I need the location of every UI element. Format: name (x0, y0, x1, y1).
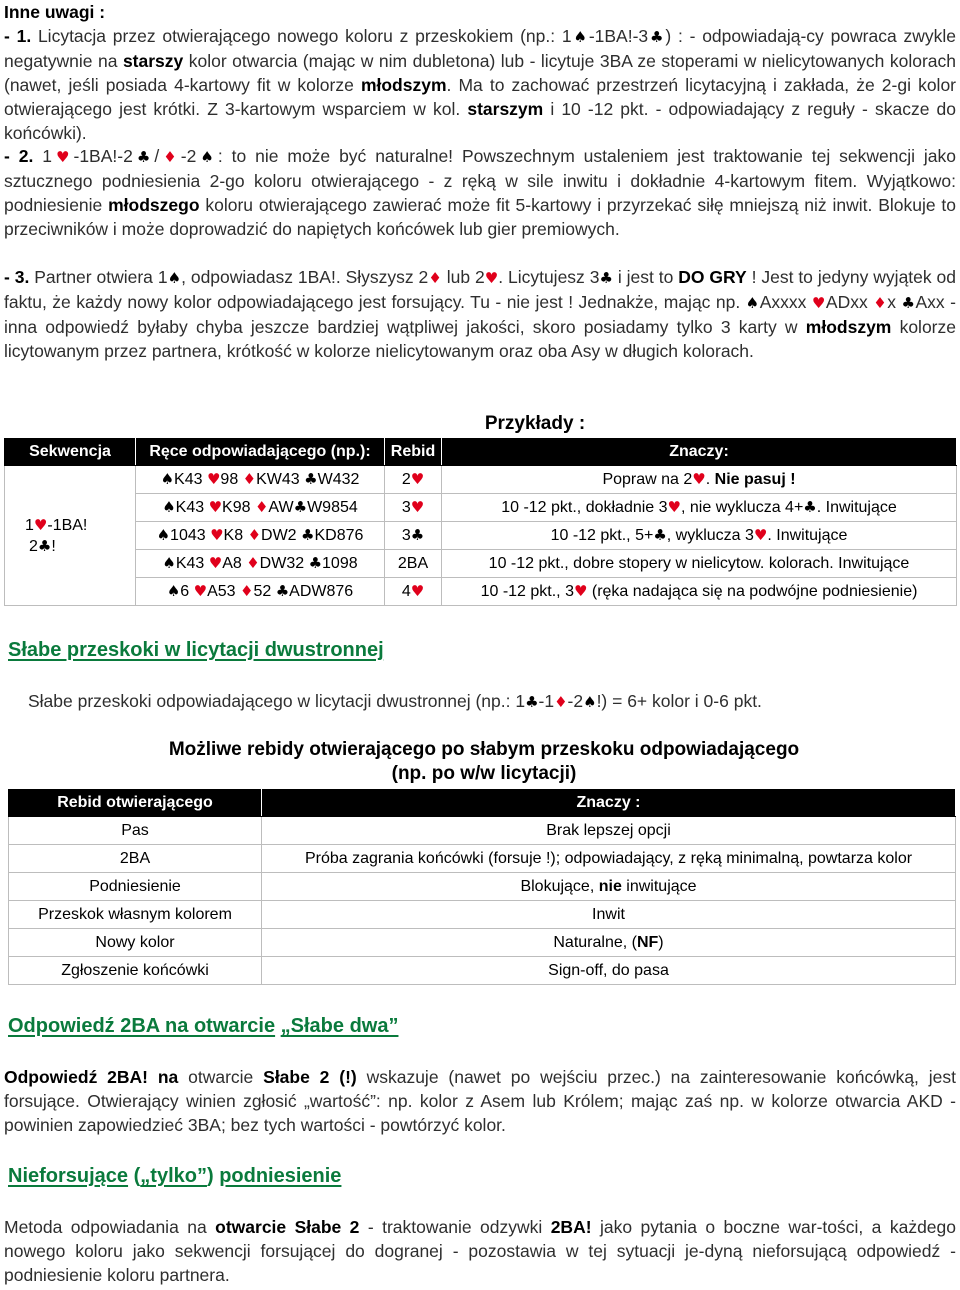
heart-icon: ♥ (208, 554, 223, 572)
hand-cell: ♠K43 ♥K98 ♦AW♣W9854 (136, 494, 385, 522)
table-row (9, 929, 956, 957)
heart-icon: ♥ (692, 470, 706, 488)
heart-icon: ♥ (51, 148, 74, 166)
section-non-forcing-title: Nieforsujące („tylko”) podniesienie (8, 1165, 342, 1187)
club-icon: ♣ (301, 526, 315, 544)
note-2-text-b: -1BA!-2 (73, 146, 133, 166)
table-row (5, 550, 957, 578)
club-icon: ♣ (37, 536, 52, 555)
heart-icon: ♥ (484, 269, 499, 287)
diamond-icon: ♦ (247, 526, 262, 544)
spade-icon: ♠ (160, 470, 175, 488)
sequence-line-1: 1♥-1BA! (25, 515, 88, 534)
meaning-cell: Sign-off, do pasa (262, 957, 956, 985)
hand-cell: ♠K43 ♥98 ♦KW43 ♣W432 (136, 466, 385, 494)
note-1-text-a: Licytacja przez otwierającego nowego koloru z przeskokiem (np.: 1 (31, 26, 572, 46)
club-icon: ♣ (304, 470, 318, 488)
heart-icon: ♥ (410, 498, 425, 516)
club-icon: ♣ (648, 28, 666, 46)
note-3-hand-spades: Axxxx (759, 292, 812, 312)
meaning-cell: Popraw na 2♥. Nie pasuj ! (442, 466, 957, 494)
table-row (9, 901, 956, 929)
note-3 (4, 265, 956, 363)
note-3-hand-diamonds: x (887, 292, 902, 312)
rebid-cell: Przeskok własnym kolorem (9, 901, 262, 929)
diamond-icon: ♦ (242, 470, 257, 488)
heart-icon: ♥ (410, 470, 425, 488)
heart-icon: ♥ (753, 526, 768, 544)
heading: Inne uwagi : (4, 2, 106, 22)
hand-cell: ♠K43 ♥A8 ♦DW32 ♣1098 (136, 550, 385, 578)
club-icon: ♣ (803, 498, 817, 516)
note-1-mlodszym: młodszym (360, 75, 447, 95)
heart-icon: ♥ (667, 498, 681, 516)
note-2-mlodszego: młodszego (108, 195, 200, 215)
diamond-icon: ♦ (254, 498, 269, 516)
diamond-icon: ♦ (873, 294, 888, 312)
table-row (9, 957, 956, 985)
club-icon: ♣ (308, 554, 323, 572)
note-3-text-b: , odpowiadasz 1BA!. Słyszysz 2 (181, 267, 429, 287)
rebid-cell: Nowy kolor (9, 929, 262, 957)
note-2-text-g: koloru otwierającego zawierać może fit 5-kartowy i przyrzekać siłę mniejszą niż inwit. (199, 195, 873, 215)
table-row (5, 494, 957, 522)
rebid-cell: Pas (9, 817, 262, 845)
meaning-cell: Inwit (262, 901, 956, 929)
rebids-subtitle-line-1: Możliwe rebidy otwierającego po słabym przeskoku odpowiadającego (168, 739, 800, 760)
rebid-cell: 3♣ (385, 522, 442, 550)
meaning-cell: 10 -12 pkt., dobre stopery w nielicytow. kolorach. Inwitujące (442, 550, 957, 578)
table-row (9, 817, 956, 845)
note-1-text-d: kolor otwarcia (mając w nim dubletona) lub - licytuje 3BA ze stoperami w nielicytowanych kolorach (nawet, jeśli posiada 4-kartowy fit w kolorze (4, 51, 956, 95)
note-2-text-a: 1 (33, 146, 52, 166)
note-3-text-j: kolorze licytowanym przez partnera, krótkość w kolorze nielicytowanym oraz oba Asy w długich kolorach. (4, 317, 956, 361)
meaning-cell: Blokujące, nie inwitujące (262, 873, 956, 901)
rebid-cell: Podniesienie (9, 873, 262, 901)
header-znaczy: Znaczy : (262, 790, 956, 817)
spade-icon: ♠ (196, 148, 218, 166)
spade-icon: ♠ (571, 28, 589, 46)
rebids-table (8, 789, 956, 985)
hand-cell: ♠1043 ♥K8 ♦DW2 ♣KD876 (136, 522, 385, 550)
note-3-text-c: lub 2 (441, 267, 485, 287)
note-3-number: - 3. (4, 267, 30, 287)
spade-icon: ♠ (156, 526, 171, 544)
section-non-forcing-text: Metoda odpowiadania na otwarcie Słabe 2 - traktowanie odzywki 2BA! jako pytania o boczne war-tości, a każdego nowego koloru jako sekwencji forsującej do dogranej - pozostawia w tej sytuacji je-dyną nieforsującą odpowiedź - podniesienie koloru partnera. (4, 1217, 957, 1285)
note-3-text-e: i jest to (612, 267, 679, 287)
note-2-text-f: Powszechnym ustaleniem jest traktowanie tej sekwencji jako sztucznego podniesienia 2-go koloru otwierającego - z ręką w sile inwitu i dokładnie 4-kartowym fitem. Wyjątkowo: podniesienie (4, 146, 956, 215)
table-row (9, 845, 956, 873)
hand-cell: ♠6 ♥A53 ♦52 ♣ADW876 (136, 578, 385, 606)
club-icon: ♣ (410, 526, 425, 544)
heart-icon: ♥ (208, 498, 223, 516)
note-1-starszym: starszym (467, 99, 544, 119)
note-1-text-c: ) : - odpowiadają-cy powraca zwykle negatywnie na (4, 26, 956, 71)
note-2-text-h: Blokuje to przeciwników i może doprowadzić do napiętych końcówek lub gier premiowych. (4, 195, 957, 239)
rebid-cell: 3♥ (385, 494, 442, 522)
header-rebid-otwierajacego: Rebid otwierającego (9, 790, 262, 817)
heart-icon: ♥ (811, 294, 826, 312)
header-rebid: Rebid (385, 439, 442, 466)
section-weak-jumps-text: Słabe przeskoki odpowiadającego w licytacji dwustronnej (np.: 1♣-1♦-2♠!) = 6+ kolor i 0-6 pkt. (28, 691, 762, 711)
section-2ba-text: Odpowiedź 2BA! na otwarcie Słabe 2 (!) wskazuje (nawet po wejściu przec.) na zainteresowanie końcówką, jest forsujące. Otwierający winien zgłosić „wartość”: np. kolor z Asem lub Królem; mając zaś np. w kolorze otwarcia AKD - powinien zapowiedzieć 3BA; bez tych wartości - powtórzyć kolor. (4, 1067, 956, 1135)
section-weak-jumps-title: Słabe przeskoki w licytacji dwustronnej (8, 639, 384, 661)
spade-icon: ♠ (745, 294, 760, 312)
header-rece: Ręce odpowiadającego (np.): (136, 439, 385, 466)
note-1-starszy: starszy (122, 51, 184, 71)
spade-icon: ♠ (167, 269, 182, 287)
spade-icon: ♠ (162, 498, 176, 516)
note-1-text-e: . Ma to zachować przestrzeń licytacyjną i zakłada, że 2-gi kolor otwierającego jest krótki. Z 3-kartowym wsparciem w kol. (4, 75, 957, 119)
note-2-text-c: / (154, 146, 160, 166)
note-1-text-b: -1BA!-3 (588, 26, 649, 46)
spade-icon: ♠ (583, 693, 597, 711)
header-sekwencja: Sekwencja (5, 439, 136, 466)
note-1 (4, 24, 956, 145)
club-icon: ♣ (599, 269, 613, 287)
club-icon: ♣ (901, 294, 916, 312)
note-2-text-d: -2 (180, 146, 197, 166)
club-icon: ♣ (275, 582, 290, 600)
rebid-cell: 2BA (385, 550, 442, 578)
table-row (5, 466, 957, 494)
heart-icon: ♥ (410, 582, 425, 600)
note-3-text-a: Partner otwiera 1 (29, 267, 168, 287)
meaning-cell: Brak lepszej opcji (262, 817, 956, 845)
note-3-mlodszym: młodszym (805, 317, 892, 337)
rebid-cell: 4♥ (385, 578, 442, 606)
heart-icon: ♥ (210, 526, 224, 544)
examples-title: Przykłady : (484, 413, 586, 434)
sequence-cell (5, 466, 136, 606)
note-3-text-g: Jest to jedyny wyjątek od faktu, że każdy nowy kolor odpowiadającego jest forsujący. Tu - nie jest ! Jednakże, mając np. (4, 267, 957, 312)
note-1-text-f: i 10 -12 pkt. - odpowiadający z reguły - skacze do końcówki). (4, 99, 956, 143)
rebid-cell: 2BA (9, 845, 262, 873)
note-2-number: - 2. (4, 146, 34, 166)
section-2ba-title: Odpowiedź 2BA na otwarcie „Słabe dwa” (8, 1015, 399, 1037)
club-icon: ♣ (293, 498, 308, 516)
spade-icon: ♠ (162, 554, 176, 572)
note-3-text-f: ! (746, 267, 757, 287)
sequence-line-2: 2♣! (29, 536, 56, 555)
club-icon: ♣ (132, 148, 155, 166)
meaning-cell: 10 -12 pkt., 5+♣, wyklucza 3♥. Inwitujące (442, 522, 957, 550)
note-3-do-gry: DO GRY (678, 267, 747, 287)
note-3-text-d: . Licytujesz 3 (498, 267, 600, 287)
heart-icon: ♥ (33, 515, 48, 534)
spade-icon: ♠ (166, 582, 181, 600)
diamond-icon: ♦ (554, 693, 568, 711)
rebids-subtitle-line-2: (np. po w/w licytacji) (391, 763, 577, 784)
table-row (5, 578, 957, 606)
meaning-cell: Naturalne, (NF) (262, 929, 956, 957)
diamond-icon: ♦ (239, 582, 254, 600)
note-3-hand-clubs: Axx (915, 292, 945, 312)
meaning-cell: 10 -12 pkt., dokładnie 3♥, nie wyklucza 4+♣. Inwitujące (442, 494, 957, 522)
rebid-cell: 2♥ (385, 466, 442, 494)
examples-table (4, 438, 957, 606)
rebid-cell: Zgłoszenie końcówki (9, 957, 262, 985)
rebids-subtitle (4, 738, 956, 786)
club-icon: ♣ (653, 526, 667, 544)
table-row (9, 873, 956, 901)
diamond-icon: ♦ (159, 148, 181, 166)
note-2-text-e: : to nie może być naturalne! (217, 146, 454, 166)
table-header-row (9, 790, 956, 817)
table-header-row (5, 439, 957, 466)
heart-icon: ♥ (206, 470, 221, 488)
header-znaczy: Znaczy: (442, 439, 957, 466)
note-3-text-i: - inna odpowiedź byłaby chyba jeszcze bardziej wątpliwej jakości, skoro posiadamy tylko 3 karty w (4, 292, 956, 337)
heart-icon: ♥ (193, 582, 208, 600)
note-3-hand-hearts: ADxx (825, 292, 874, 312)
diamond-icon: ♦ (428, 269, 442, 287)
note-1-number: - 1. (4, 26, 32, 46)
meaning-cell: 10 -12 pkt., 3♥ (ręka nadająca się na podwójne podniesienie) (442, 578, 957, 606)
diamond-icon: ♦ (246, 554, 260, 572)
heart-icon: ♥ (573, 582, 588, 600)
club-icon: ♣ (525, 693, 539, 711)
note-2 (4, 144, 956, 241)
meaning-cell: Próba zagrania końcówki (forsuje !); odpowiadający, z ręką minimalną, powtarza kolor (262, 845, 956, 873)
table-row (5, 522, 957, 550)
